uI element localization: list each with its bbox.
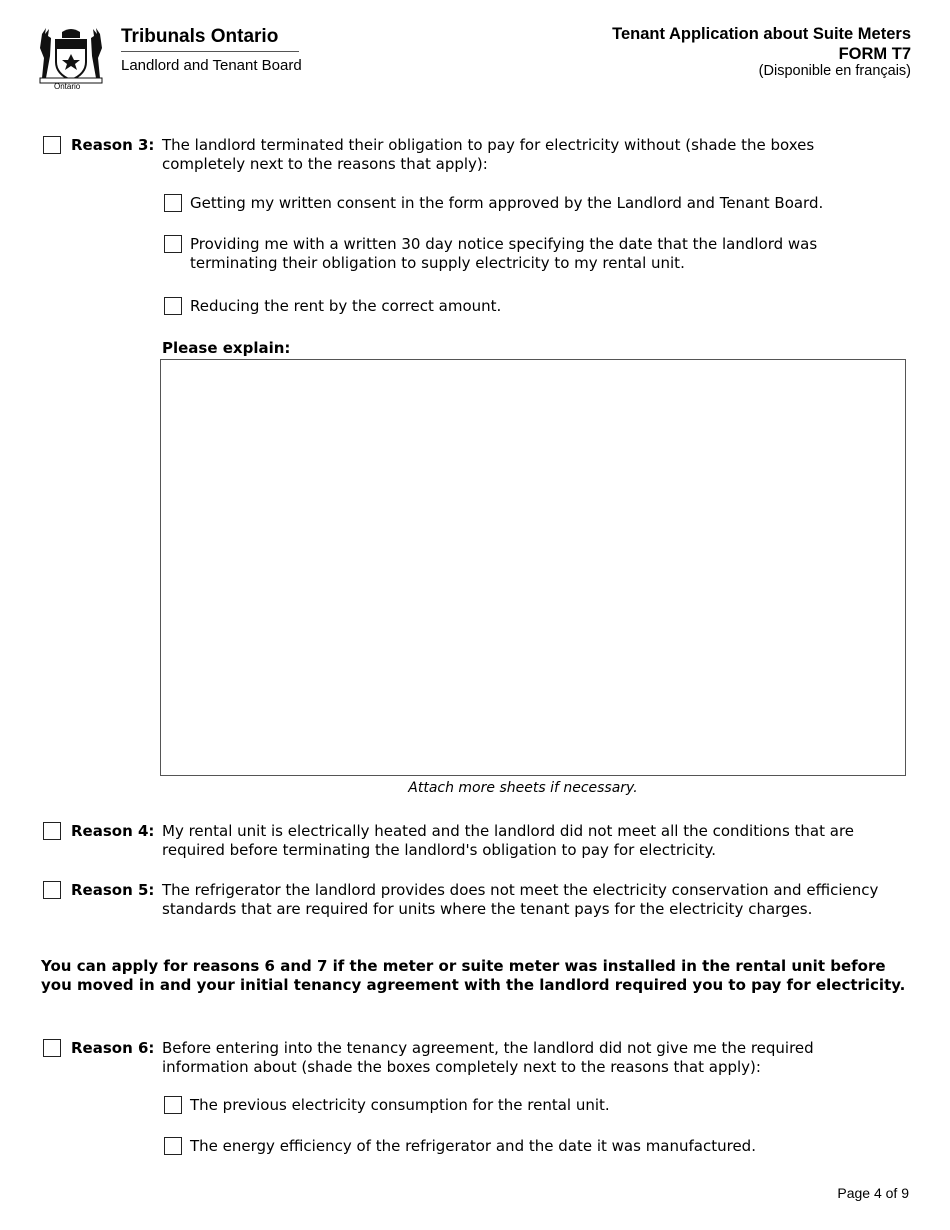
please-explain-label: Please explain: <box>162 339 291 357</box>
reason6-label: Reason 6: <box>71 1039 155 1057</box>
reason4-checkbox[interactable] <box>43 822 61 840</box>
attach-sheets-note: Attach more sheets if necessary. <box>408 780 638 796</box>
reason3-option2-text: Providing me with a written 30 day notice specifying the date that the landlord was terminating their obligation to supply electricity to my rental unit. <box>190 235 818 272</box>
page-number: Page 4 of 9 <box>837 1185 909 1201</box>
form-language-note: (Disponible en français) <box>758 63 911 79</box>
reason3-text: The landlord terminated their obligation to pay for electricity without (shade the boxes completely next to the reasons that apply): <box>162 136 815 173</box>
reason6-checkbox[interactable] <box>43 1039 61 1057</box>
reason6-option1-text: The previous electricity consumption for the rental unit. <box>190 1096 610 1114</box>
reasons-6-7-note: You can apply for reasons 6 and 7 if the meter or suite meter was installed in the rental unit before you moved in and your initial tenancy agreement with the landlord required you to pay for electricity. <box>41 957 906 994</box>
reason5-label: Reason 5: <box>71 881 155 899</box>
logo-caption: Ontario <box>54 82 81 91</box>
reason3-option3-text: Reducing the rent by the correct amount. <box>190 297 502 315</box>
reason5-text: The refrigerator the landlord provides does not meet the electricity conservation and efficiency standards that are required for units where the tenant pays for the electricity charges. <box>162 881 879 918</box>
reason5-checkbox[interactable] <box>43 881 61 899</box>
reason4-text: My rental unit is electrically heated and the landlord did not meet all the conditions that are required before terminating the landlord's obligation to pay for electricity. <box>162 822 855 859</box>
reason6-option2-checkbox[interactable] <box>164 1137 182 1155</box>
reason6-option1-checkbox[interactable] <box>164 1096 182 1114</box>
reason3-option3-checkbox[interactable] <box>164 297 182 315</box>
reason6-option2-text: The energy efficiency of the refrigerator and the date it was manufactured. <box>190 1137 756 1155</box>
reason3-option1-checkbox[interactable] <box>164 194 182 212</box>
reason3-option1-text: Getting my written consent in the form approved by the Landlord and Tenant Board. <box>190 194 824 212</box>
org-title: Tribunals Ontario <box>121 26 279 47</box>
org-subtitle: Landlord and Tenant Board <box>121 57 302 74</box>
form-number: FORM T7 <box>838 45 911 63</box>
reason3-checkbox[interactable] <box>43 136 61 154</box>
reason3-label: Reason 3: <box>71 136 155 154</box>
org-divider <box>121 51 299 52</box>
reason4-label: Reason 4: <box>71 822 155 840</box>
reason6-text: Before entering into the tenancy agreement, the landlord did not give me the required information about (shade the boxes completely next to the reasons that apply): <box>162 1039 814 1076</box>
explain-text-area[interactable] <box>160 359 906 776</box>
reason3-option2-checkbox[interactable] <box>164 235 182 253</box>
form-title: Tenant Application about Suite Meters <box>612 25 911 43</box>
